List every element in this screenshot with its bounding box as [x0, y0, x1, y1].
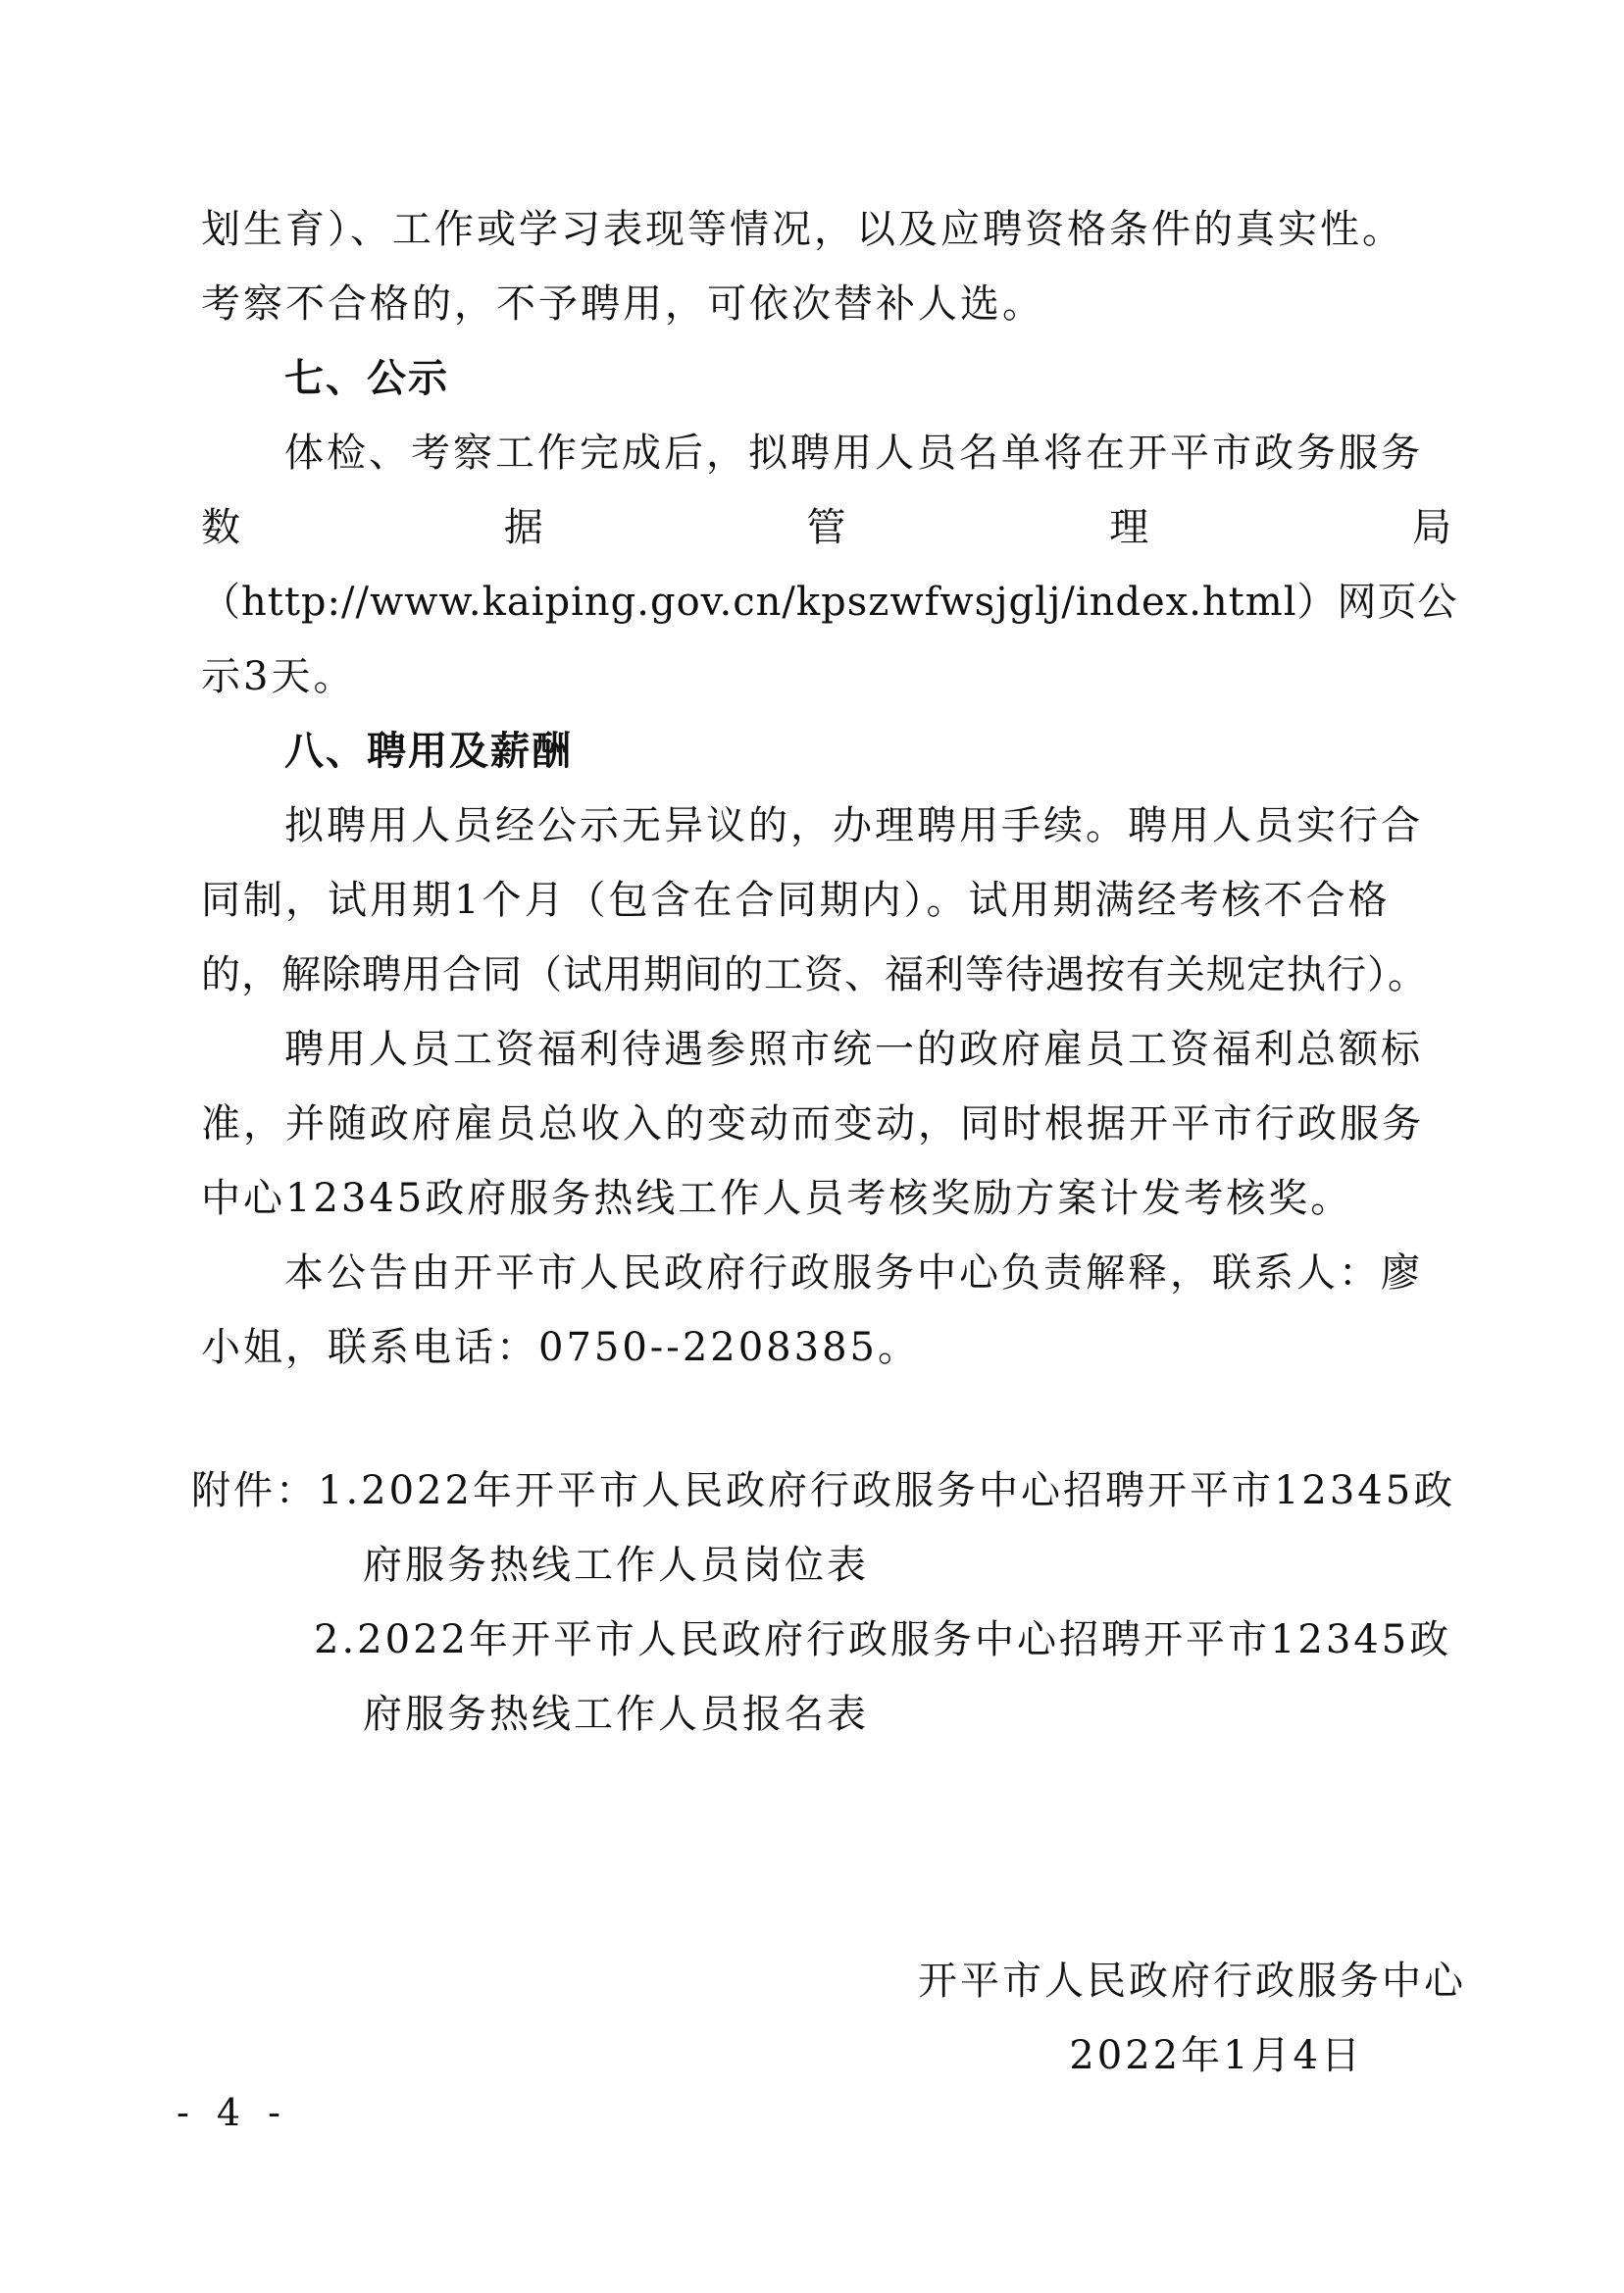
spread-word: 数	[201, 505, 240, 550]
attachment-1-line-1: 附件：1.2022年开平市人民政府行政服务中心招聘开平市12345政	[191, 1468, 1456, 1513]
paragraph-continuation-line-2: 考察不合格的，不予聘用，可依次替补人选。	[201, 281, 1044, 327]
section-heading-employment-salary: 八、聘用及薪酬	[284, 729, 573, 774]
signature-date: 2022年1月4日	[1069, 2033, 1363, 2078]
publicity-text-last-line: 示3天。	[201, 654, 356, 699]
publicity-url-line: （http://www.kaiping.gov.cn/kpszwfwsjglj/index.html）网页公	[201, 580, 1458, 625]
employment-para1-line-1: 拟聘用人员经公示无异议的，办理聘用手续。聘用人员实行合	[284, 803, 1423, 848]
spread-word: 理	[1109, 505, 1149, 550]
employment-para3-line-1: 本公告由开平市人民政府行政服务中心负责解释，联系人：廖	[284, 1250, 1423, 1296]
employment-para3-line-2: 小姐，联系电话：0750--2208385。	[201, 1325, 920, 1370]
employment-para1-line-2: 同制，试用期1个月（包含在合同期内）。试用期满经考核不合格	[201, 878, 1391, 923]
attachment-1-line-2: 府服务热线工作人员岗位表	[363, 1543, 869, 1588]
paragraph-continuation-line-1: 划生育）、工作或学习表现等情况，以及应聘资格条件的真实性。	[201, 207, 1404, 252]
employment-para2-line-2: 准，并随政府雇员总收入的变动而变动，同时根据开平市行政服务	[201, 1101, 1424, 1146]
attachment-2-line-1: 2.2022年开平市人民政府行政服务中心招聘开平市12345政	[314, 1617, 1452, 1662]
section-heading-publicity: 七、公示	[284, 356, 449, 401]
employment-para1-line-3: 的，解除聘用合同（试用期间的工资、福利等待遇按有关规定执行）。	[201, 952, 1428, 997]
employment-para2-line-3: 中心12345政府服务热线工作人员考核奖励方案计发考核奖。	[201, 1176, 1353, 1221]
spread-word: 管	[806, 505, 846, 550]
signature-organization: 开平市人民政府行政服务中心	[918, 1959, 1466, 2004]
employment-para2-line-1: 聘用人员工资福利待遇参照市统一的政府雇员工资福利总额标	[284, 1027, 1423, 1072]
publicity-spread-line	[201, 498, 1451, 557]
spread-word: 据	[503, 505, 543, 550]
publicity-text-line-1: 体检、考察工作完成后，拟聘用人员名单将在开平市政务服务	[284, 431, 1423, 476]
page-number: - 4 -	[177, 2091, 289, 2134]
attachment-2-line-2: 府服务热线工作人员报名表	[363, 1692, 869, 1737]
spread-word: 局	[1412, 505, 1451, 550]
